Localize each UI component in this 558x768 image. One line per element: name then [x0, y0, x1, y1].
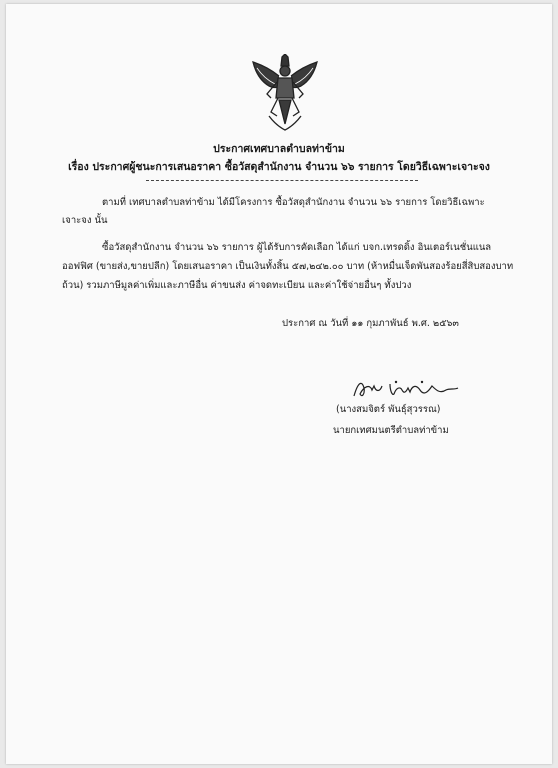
paragraph-2-line-3: ถ้วน) รวมภาษีมูลค่าเพิ่มและภาษีอื่น ค่าขนส่ง ค่าจดทะเบียน และค่าใช้จ่ายอื่นๆ ทั้งปวง [62, 280, 412, 291]
signature [350, 376, 462, 402]
document-title: ประกาศเทศบาลตำบลท่าข้าม [213, 143, 345, 155]
document-subject: เรื่อง ประกาศผู้ชนะการเสนอราคา ซื้อวัสดุสำนักงาน จำนวน ๖๖ รายการ โดยวิธีเฉพาะเจาะจง [68, 161, 490, 173]
signatory-name: (นางสมจิตร์ พันธุ์สุวรรณ) [336, 404, 441, 415]
paragraph-1-line-1: ตามที่ เทศบาลตำบลท่าข้าม ได้มีโครงการ ซื้อวัสดุสำนักงาน จำนวน ๖๖ รายการ โดยวิธีเฉพาะ [102, 197, 485, 208]
announcement-date: ประกาศ ณ วันที่ ๑๑ กุมภาพันธ์ พ.ศ. ๒๕๖๓ [282, 318, 459, 329]
signatory-position: นายกเทศมนตรีตำบลท่าข้าม [333, 425, 449, 436]
divider [146, 180, 418, 181]
paragraph-2-line-1: ซื้อวัสดุสำนักงาน จำนวน ๖๖ รายการ ผู้ได้รับการคัดเลือก ได้แก่ บจก.เทรดดิ้ง อินเตอร์เนชั่นแนล [102, 242, 492, 253]
paragraph-2-line-2: ออฟฟิศ (ขายส่ง,ขายปลีก) โดยเสนอราคา เป็นเงินทั้งสิ้น ๕๗,๒๔๒.๐๐ บาท (ห้าหมื่นเจ็ดพันสองร้อยสี่สิบสองบาท [62, 261, 514, 272]
document-page [6, 4, 552, 764]
paragraph-1-line-2: เจาะจง นั้น [62, 215, 108, 226]
garuda-emblem-icon [249, 54, 321, 132]
